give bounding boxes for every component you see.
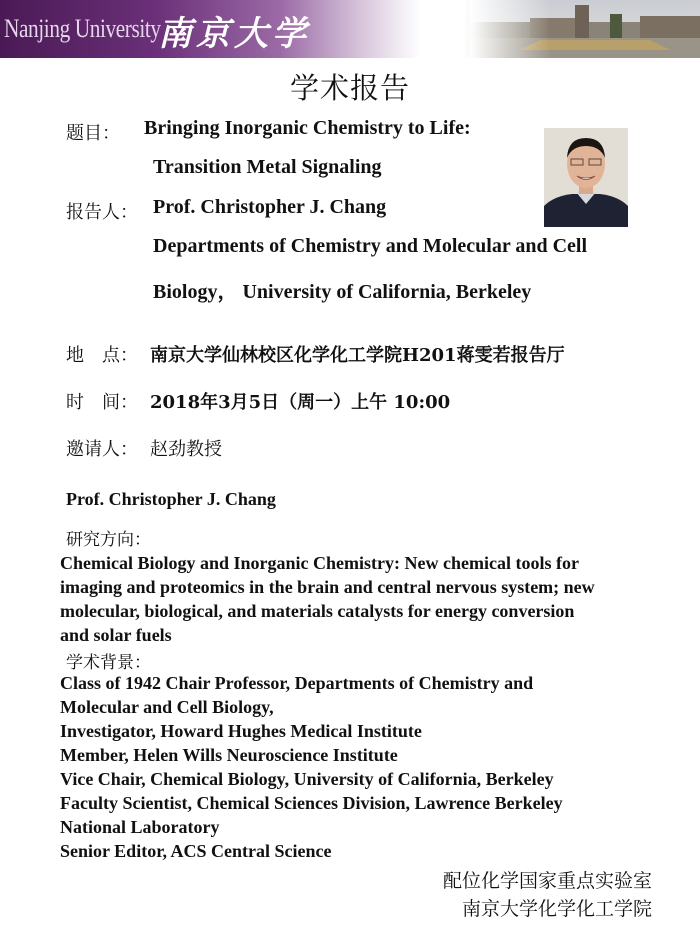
background-paragraph bbox=[60, 671, 660, 863]
speaker-name: Prof. Christopher J. Chang bbox=[153, 196, 387, 218]
time-label: 时 间： bbox=[66, 392, 138, 413]
speaker-portrait-icon bbox=[544, 128, 628, 227]
research-paragraph bbox=[60, 551, 660, 647]
footer-lab-name: 配位化学国家重点实验室 bbox=[442, 870, 652, 892]
research-line: and solar fuels bbox=[60, 625, 172, 645]
research-line: molecular, biological, and materials catalysts for energy conversion bbox=[60, 601, 575, 621]
location-label: 地 点： bbox=[66, 345, 138, 366]
background-line: Class of 1942 Chair Professor, Departments of Chemistry and bbox=[60, 673, 534, 693]
research-line: imaging and proteomics in the brain and central nervous system; new bbox=[60, 577, 595, 597]
background-line: National Laboratory bbox=[60, 817, 220, 837]
background-label: 学术背景： bbox=[66, 653, 151, 673]
affiliation-line1: Departments of Chemistry and Molecular and Cell bbox=[153, 235, 588, 257]
campus-photo-icon bbox=[470, 0, 700, 58]
header-banner bbox=[0, 0, 700, 58]
university-name-cn: 南京大学 bbox=[158, 16, 310, 53]
bio-name: Prof. Christopher J. Chang bbox=[66, 489, 276, 509]
footer-school-name: 南京大学化学化工学院 bbox=[461, 898, 652, 920]
host-label: 邀请人： bbox=[66, 439, 138, 460]
talk-title-label: 题目： bbox=[66, 123, 120, 144]
page-title: 学术报告 bbox=[289, 71, 410, 105]
speaker-label: 报告人： bbox=[66, 202, 138, 223]
location-value: 南京大学仙林校区化学化工学院H201蒋雯若报告厅 bbox=[150, 345, 565, 366]
background-line: Faculty Scientist, Chemical Sciences Division, Lawrence Berkeley bbox=[60, 793, 563, 813]
background-line: Molecular and Cell Biology, bbox=[60, 697, 274, 717]
talk-title-line1: Bringing Inorganic Chemistry to Life: bbox=[144, 117, 471, 139]
affiliation-line2: Biology， University of California, Berkeley bbox=[153, 281, 532, 303]
research-label: 研究方向： bbox=[66, 530, 151, 550]
background-line: Member, Helen Wills Neuroscience Institute bbox=[60, 745, 398, 765]
background-line: Investigator, Howard Hughes Medical Institute bbox=[60, 721, 422, 741]
talk-title-line2: Transition Metal Signaling bbox=[153, 156, 382, 178]
background-line: Vice Chair, Chemical Biology, University of California, Berkeley bbox=[60, 769, 554, 789]
research-line: Chemical Biology and Inorganic Chemistry: New chemical tools for bbox=[60, 553, 579, 573]
time-value: 2018年3月5日（周一）上午 10:00 bbox=[150, 392, 451, 413]
background-line: Senior Editor, ACS Central Science bbox=[60, 841, 332, 861]
university-name-en: Nanjing University bbox=[4, 14, 161, 43]
host-value: 赵劲教授 bbox=[150, 439, 222, 460]
